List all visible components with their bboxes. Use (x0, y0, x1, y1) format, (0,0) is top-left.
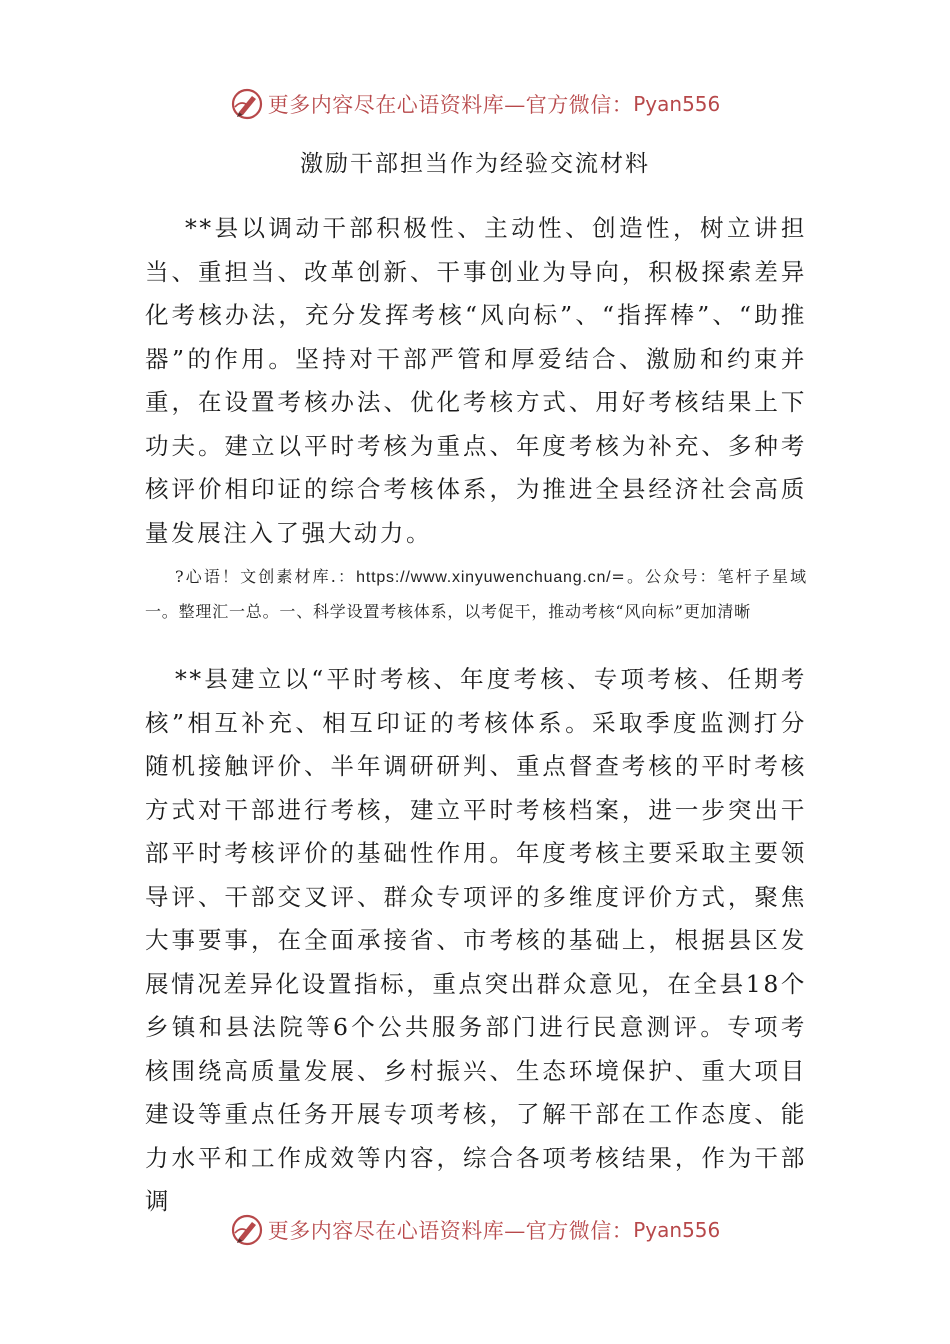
banner-account: Pyan556 (633, 1218, 721, 1242)
note-suffix: =。公众号：笔杆子星域一。整理汇一总。一、科学设置考核体系，以考促干，推动考核“风向标”更加清晰 (145, 567, 807, 621)
note-url: https://www.xinyuwenchuang.cn/ (356, 569, 612, 586)
footer-banner (0, 1210, 950, 1250)
note-prefix: ?心语！文创素材库.： (175, 567, 357, 586)
banner-text: 更多内容尽在心语资料库—官方微信： (267, 1219, 634, 1243)
pen-logo-icon (230, 87, 264, 121)
pen-logo-icon (230, 1213, 264, 1247)
banner-account: Pyan556 (633, 92, 721, 116)
document-title: 激励干部担当作为经验交流材料 (300, 151, 650, 177)
source-note (145, 560, 807, 629)
body-paragraph-1: **县以调动干部积极性、主动性、创造性，树立讲担当、重担当、改革创新、干事创业为导向，积极探索差异化考核办法，充分发挥考核“风向标”、“指挥棒”、“助推器”的作用。坚持对干部严管和厚爱结合、激励和约束并重，在设置考核办法、优化考核方式、用好考核结果上下功夫。建立以平时考核为重点、年度考核为补充、多种考核评价相印证的综合考核体系，为推进全县经济社会高质量发展注入了强大动力。 (145, 214, 807, 547)
header-banner (0, 84, 950, 124)
body-paragraph-2: **县建立以“平时考核、年度考核、专项考核、任期考核”相互补充、相互印证的考核体系。采取季度监测打分随机接触评价、半年调研研判、重点督查考核的平时考核方式对干部进行考核，建立平时考核档案，进一步突出干部平时考核评价的基础性作用。年度考核主要采取主要领导评、干部交叉评、群众专项评的多维度评价方式，聚焦大事要事，在全面承接省、市考核的基础上，根据县区发展情况差异化设置指标，重点突出群众意见，在全县18个乡镇和县法院等6个公共服务部门进行民意测评。专项考核围绕高质量发展、乡村振兴、生态环境保护、重大项目建设等重点任务开展专项考核，了解干部在工作态度、能力水平和工作成效等内容，综合各项考核结果，作为干部调 (145, 665, 807, 1215)
banner-text: 更多内容尽在心语资料库—官方微信： (267, 93, 634, 117)
